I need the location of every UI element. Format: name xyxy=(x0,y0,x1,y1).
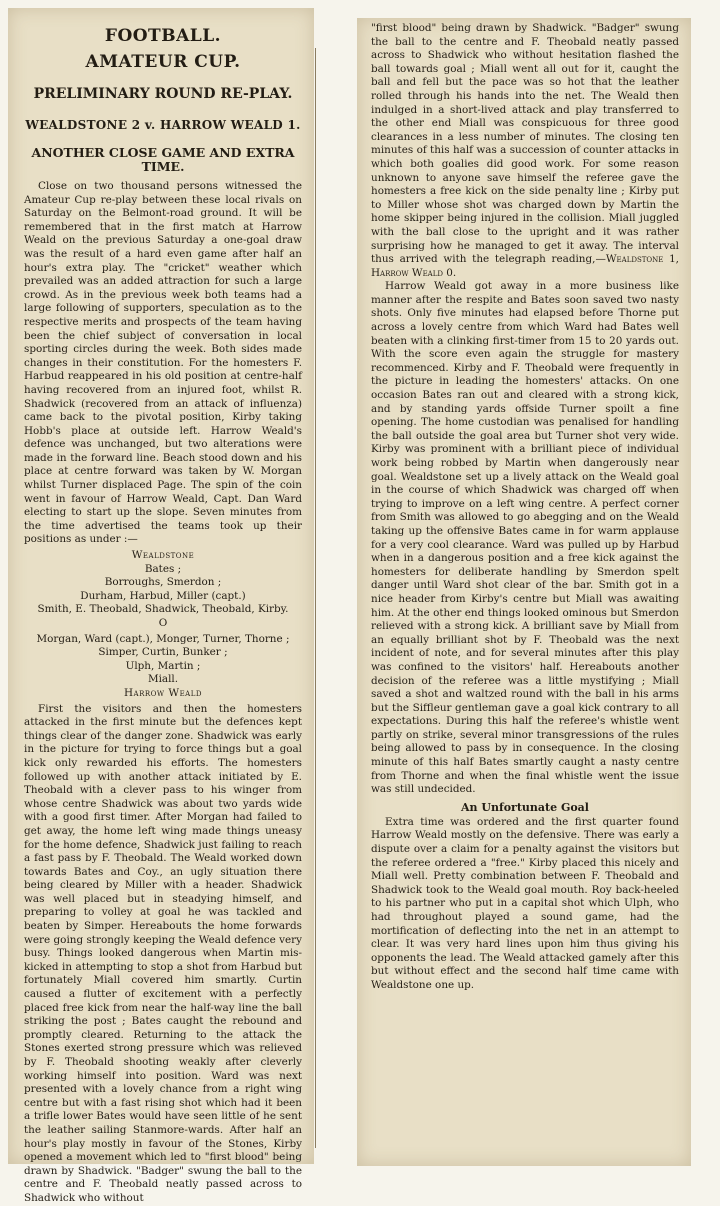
lineup-line: Smith, E. Theobald, Shadwick, Theobald, Kirby. xyxy=(37,603,289,616)
lineup-line: Bates ; xyxy=(144,562,182,575)
goal-subheading: An Unfortunate Goal xyxy=(461,800,589,814)
continued-text: "first blood" being drawn by Shadwick. "Badger" swung the ball to the centre and F. Theobald neatly passed across to Shadwick who without hesitation flashed the ball towards goal ; Miall went all out for it, caught the ball and fell but the pace was so hot that the leather rolled through his hands into the net. The Weald then indulged in a short-lived attack and play transferred to the other end Miall was conspicuous for three good clearances in a less number of minutes. The closing ten minutes of this half was a succession of counter attacks in which both goalies did good work. For some reason unknown to anyone save himself the referee gave the homesters a free kick on the side penalty line ; Kirby put to Miller whose shot was charged down by Martin the home skipper being injured in the collision. Miall juggled with the ball close to the upright and it was rather surprising how he managed to get it away. The interval thus arrived with the telegraph reading,— xyxy=(371,22,679,266)
lineup-line: Simper, Curtin, Bunker ; xyxy=(98,646,228,659)
lineup-line: Borroughs, Smerdon ; xyxy=(104,576,222,589)
section-heading: FOOTBALL. xyxy=(104,26,222,46)
home-team: WEALDSTONE xyxy=(25,118,128,132)
right-column xyxy=(357,18,691,1166)
away-score: 1. xyxy=(287,118,301,132)
lineup-line: Miall. xyxy=(147,673,179,686)
lineup-line: O xyxy=(158,617,168,629)
left-column xyxy=(8,8,314,1204)
subheading: ANOTHER CLOSE GAME AND EXTRA TIME. xyxy=(31,145,295,174)
round-heading: PRELIMINARY ROUND RE-PLAY. xyxy=(33,86,293,102)
wealdstone-label: Wealdstone xyxy=(131,549,195,562)
versus: v. xyxy=(144,118,156,132)
home-score: 2 xyxy=(131,118,141,132)
harrow-lineup xyxy=(24,633,302,701)
competition-heading: AMATEUR CUP. xyxy=(85,52,241,72)
continued-paragraph xyxy=(371,22,679,280)
second-half-paragraph: Harrow Weald got away in a more business like manner after the respite and Bates soon saved two nasty shots. Only five minutes had elapsed before Thorne put across a lovely centre from which Ward had Bates well beaten with a clinking first-timer from 15 to 20 yards out. With the score even again the struggle for mastery recommenced. Kirby and F. Theobald were frequently in the picture in leading the homesters' attacks. On one occasion Bates ran out and cleared with a strong kick, and by standing yards offside Turner spoilt a fine opening. The home custodian was penalised for handling the ball outside the goal area but Turner shot very wide. Kirby was prominent with a brilliant piece of individual work being robbed by Martin when dangerously near goal. Wealdstone set up a lively attack on the Weald goal in the course of which Shadwick was charged off when trying to improve on a left wing centre. A perfect corner from Smith was allowed to go abegging and on the Weald taking up the offensive Bates came in for warm applause for a very cool clearance. Ward was pulled up by Harbud when in a dangerous position and a free kick against the homesters for deliberate handling by Smerdon spelt danger until Ward shot clear of the bar. Smith got in a nice header from Kirby's centre but Miall was awaiting him. At the other end things looked ominous but Smerdon relieved with a strong kick. A brilliant save by Miall from an equally brilliant shot by F. Theobald was the next incident of note, and for several minutes after this play was confined to the visitors' half. Hereabouts another decision of the referee was a little mystifying ; Miall saved a shot and waltzed round with the ball in his arms but the Siffleur gentleman gave a goal kick contrary to all expectations. During this half the referee's whistle went partly on strike, several minor transgressions of the rules being allowed to pass by in consequence. In the closing minute of this half Bates smartly caught a nasty centre from Thorne and when the final whistle went the issue was still undecided. xyxy=(371,280,679,796)
harrow-label: Harrow Weald xyxy=(124,686,202,699)
column-rule xyxy=(315,48,316,1148)
away-team: HARROW WEALD xyxy=(159,118,284,132)
lineup-line: Durham, Harbud, Miller (capt.) xyxy=(80,589,246,602)
intro-paragraph: Close on two thousand persons witnessed the Amateur Cup re-play between these local rivals on Saturday on the Belmont-road ground. It will be remembered that in the first match at Harrow Weald on the previous Saturday a one-goal draw was the result of a hard even game after half an hour's extra play. The "cricket" weather which prevailed was an added attraction for such a large crowd. As in the previous week both teams had a large following of supporters, speculation as to the respective merits and prospects of the team having been the chief subject of conversation in local sporting circles during the week. Both sides made changes in their constitution. For the homesters F. Harbud reappeared in his old position at centre-half having recovered from an injured foot, whilst R. Shadwick (recovered from an attack of influenza) came back to the pivotal position, Kirby taking Hobb's place at outside left. Harrow Weald's defence was unchanged, but two alterations were made in the forward line. Beach stood down and his place at centre forward was taken by W. Morgan whilst Turner displaced Page. The spin of the coin went in favour of Harrow Weald, Capt. Dan Ward electing to start up the slope. Seven minutes from the time advertised the teams took up their positions as under :— xyxy=(24,180,302,546)
match-result xyxy=(24,118,302,132)
lineup-line: Ulph, Martin ; xyxy=(125,659,201,672)
wealdstone-lineup xyxy=(24,549,302,631)
extra-time-paragraph: Extra time was ordered and the first quarter found Harrow Weald mostly on the defensive. There was early a dispute over a claim for a penalty against the visitors but the referee ordered a "free." Kirby placed this nicely and Miall well. Pretty combination between F. Theobald and Shadwick took to the Weald goal mouth. Roy back-heeled to his partner who put in a capital shot which Ulph, who had throughout played a sound game, had the mortification of deflecting into the net in an attempt to clear. It was very hard lines upon him thus giving his opponents the lead. The Weald attacked gamely after this but without effect and the second half time came with Wealdstone one up. xyxy=(371,815,679,991)
half-time-score: Wealdstone 1, Harrow Weald 0. xyxy=(371,253,679,279)
first-half-paragraph: First the visitors and then the homesters attacked in the first minute but the defences kept things clear of the danger zone. Shadwick was early in the picture for trying to force things but a goal kick only rewarded his efforts. The homesters followed up with another attack initiated by E. Theobald with a clever pass to his winger from whose centre Shadwick was about two yards wide with a good first timer. After Morgan had failed to get away, the home left wing made things uneasy for the home defence, Shadwick just failing to reach a fast pass by F. Theobald. The Weald worked down towards Bates and Coy., an ugly situation there being cleared by Miller with a header. Shadwick was well placed but in steadying himself, and preparing to volley at goal he was tackled and beaten by Simper. Hereabouts the home forwards were going strongly keeping the Weald defence very busy. Things looked dangerous when Martin mis-kicked in attempting to stop a shot from Harbud but fortunately Miall covered him smartly. Curtin caused a flutter of excitement with a perfectly placed free kick from near the half-way line the ball striking the post ; Bates caught the rebound and promptly cleared. Returning to the attack the Stones exerted strong pressure which was relieved by F. Theobald shooting weakly after cleverly working himself into position. Ward was next presented with a lovely chance from a right wing centre but with a fast rising shot which had it been a trifle lower Bates would have seen little of he sent the leather sailing Stanmore-wards. After half an hour's play mostly in favour of the Stones, Kirby opened a movement which led to "first blood" being drawn by Shadwick. "Badger" swung the ball to the centre and F. Theobald neatly passed across to Shadwick who without xyxy=(24,702,302,1204)
lineup-line: Morgan, Ward (capt.), Monger, Turner, Thorne ; xyxy=(36,632,290,645)
